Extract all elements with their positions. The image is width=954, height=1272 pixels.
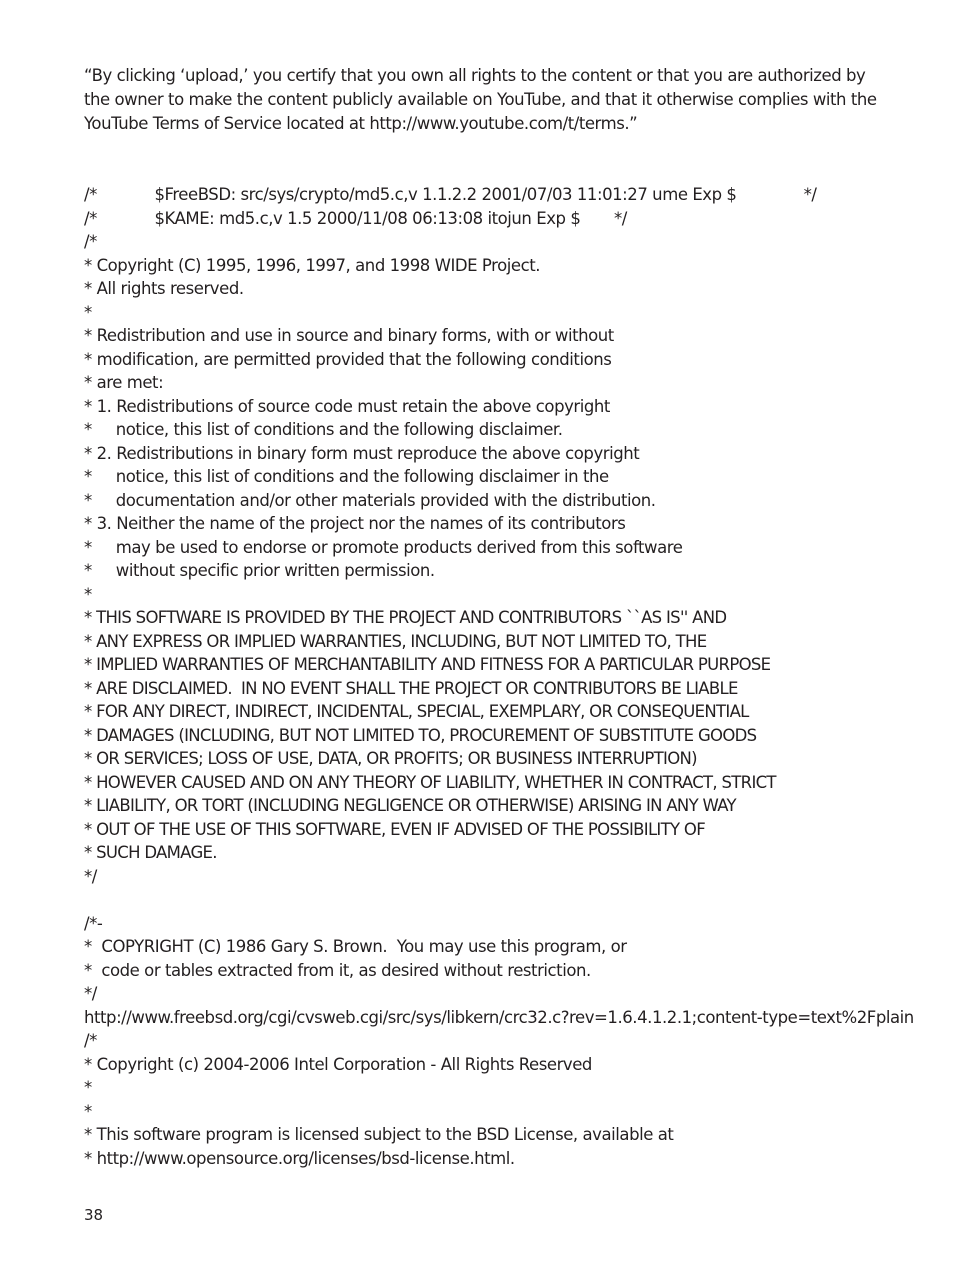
license-line: * 2. Redistributions in binary form must reproduce the above copyright — [84, 443, 640, 463]
license-line: * Redistribution and use in source and binary forms, with or without — [84, 326, 614, 345]
license-line: * Copyright (C) 1995, 1996, 1997, and 1998 WIDE Project. — [84, 255, 541, 275]
page-number: 38 — [84, 1206, 104, 1224]
license-line: * All rights reserved. — [84, 279, 244, 298]
crc32-source-url: http://www.freebsd.org/cgi/cvsweb.cgi/src/sys/libkern/crc32.c?rev=1.6.4.1.2.1;content-type=text%2Fplain — [84, 1007, 914, 1027]
license-line: * This software program is licensed subject to the BSD License, available at — [84, 1125, 674, 1144]
license-line: * SUCH DAMAGE. — [84, 843, 217, 862]
license-line: /* — [84, 1031, 97, 1050]
license-line: * without specific prior written permission. — [84, 561, 435, 580]
license-line: * 3. Neither the name of the project nor the names of its contributors — [84, 514, 626, 533]
crc32-license-block — [84, 912, 914, 1030]
license-line: * IMPLIED WARRANTIES OF MERCHANTABILITY AND FITNESS FOR A PARTICULAR PURPOSE — [84, 655, 771, 674]
blank-line — [84, 888, 884, 912]
youtube-upload-notice — [84, 64, 884, 136]
license-line: * OR SERVICES; LOSS OF USE, DATA, OR PROFITS; OR BUSINESS INTERRUPTION) — [84, 749, 697, 768]
license-line: * THIS SOFTWARE IS PROVIDED BY THE PROJECT AND CONTRIBUTORS ``AS IS'' AND — [84, 608, 727, 627]
notice-line-1: “By clicking ‘upload,’ you certify that you own all rights to the content or that you are authorized by — [84, 66, 866, 85]
license-line: * COPYRIGHT (C) 1986 Gary S. Brown. You may use this program, or — [84, 937, 627, 956]
license-line: * are met: — [84, 373, 164, 392]
license-line: /* $KAME: md5.c,v 1.5 2000/11/08 06:13:08 itojun Exp $ */ — [84, 208, 627, 228]
license-line: * — [84, 1101, 92, 1121]
license-line: * ANY EXPRESS OR IMPLIED WARRANTIES, INCLUDING, BUT NOT LIMITED TO, THE — [84, 631, 707, 651]
license-line: */ — [84, 984, 97, 1003]
section-gap — [84, 136, 884, 183]
notice-line-3: YouTube Terms of Service located at http://www.youtube.com/t/terms.” — [84, 114, 638, 133]
license-line: /*- — [84, 913, 103, 933]
license-line: * LIABILITY, OR TORT (INCLUDING NEGLIGENCE OR OTHERWISE) ARISING IN ANY WAY — [84, 796, 736, 815]
license-line: * OUT OF THE USE OF THIS SOFTWARE, EVEN IF ADVISED OF THE POSSIBILITY OF — [84, 819, 705, 839]
bsd-license-url: * http://www.opensource.org/licenses/bsd-license.html. — [84, 1148, 515, 1168]
license-line: /* — [84, 232, 97, 251]
md5-license-block — [84, 183, 884, 888]
license-line: /* $FreeBSD: src/sys/crypto/md5.c,v 1.1.2.2 2001/07/03 11:01:27 ume Exp $ */ — [84, 185, 817, 204]
license-line: * ARE DISCLAIMED. IN NO EVENT SHALL THE PROJECT OR CONTRIBUTORS BE LIABLE — [84, 678, 738, 698]
license-line: * notice, this list of conditions and the following disclaimer in the — [84, 467, 609, 486]
license-line: * may be used to endorse or promote products derived from this software — [84, 537, 683, 557]
license-line: * documentation and/or other materials provided with the distribution. — [84, 490, 656, 510]
notice-line-2: the owner to make the content publicly available on YouTube, and that it otherwise complies with the — [84, 90, 877, 109]
license-line: * modification, are permitted provided that the following conditions — [84, 349, 612, 369]
license-line: * 1. Redistributions of source code must retain the above copyright — [84, 396, 610, 416]
license-line: * — [84, 1078, 92, 1097]
license-line: * code or tables extracted from it, as desired without restriction. — [84, 960, 591, 980]
license-line: * Copyright (c) 2004-2006 Intel Corporation - All Rights Reserved — [84, 1054, 592, 1074]
license-line: * FOR ANY DIRECT, INDIRECT, INCIDENTAL, SPECIAL, EXEMPLARY, OR CONSEQUENTIAL — [84, 702, 749, 721]
license-line: * HOWEVER CAUSED AND ON ANY THEORY OF LIABILITY, WHETHER IN CONTRACT, STRICT — [84, 772, 776, 792]
license-line: * notice, this list of conditions and the following disclaimer. — [84, 420, 563, 439]
license-line: * DAMAGES (INCLUDING, BUT NOT LIMITED TO, PROCUREMENT OF SUBSTITUTE GOODS — [84, 725, 757, 745]
license-line: */ — [84, 866, 97, 886]
license-line: * — [84, 302, 92, 322]
document-page — [84, 64, 914, 1170]
intel-license-block — [84, 1029, 884, 1170]
license-line: * — [84, 584, 92, 604]
